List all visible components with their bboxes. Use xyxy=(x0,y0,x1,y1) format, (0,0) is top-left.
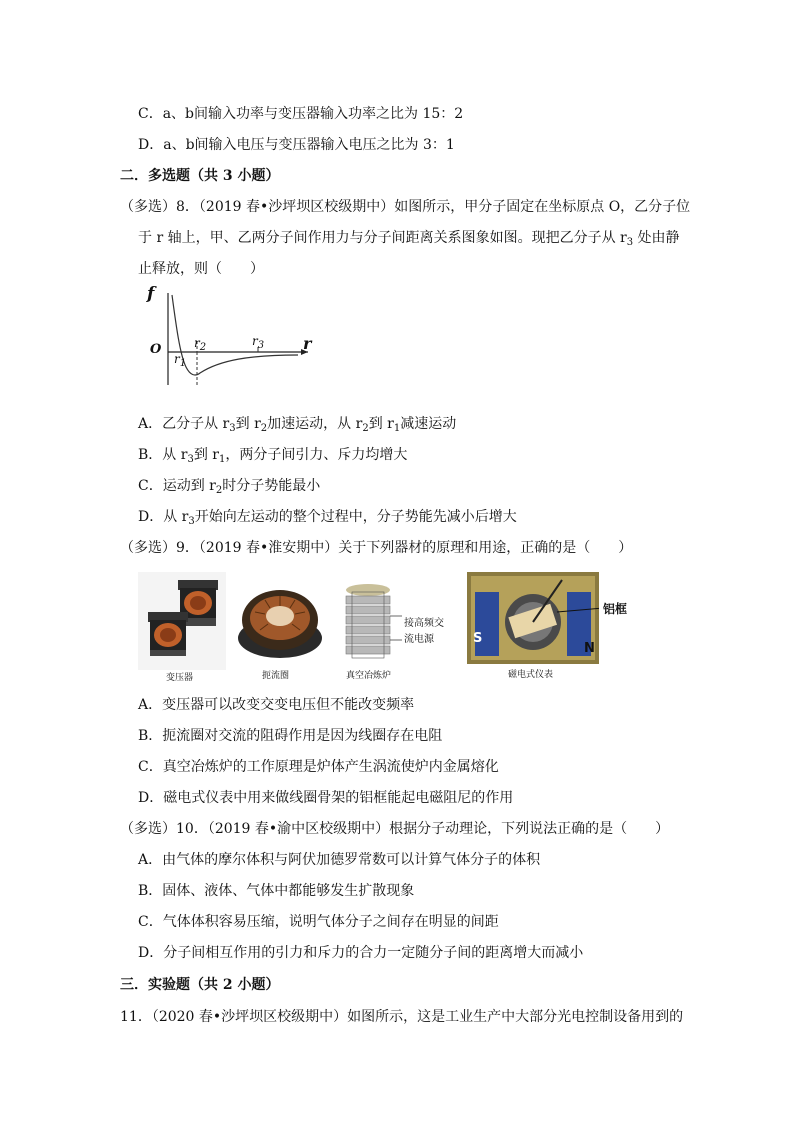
q8-stem-line1: （多选）8．（2019 春•沙坪坝区校级期中）如图所示，甲分子固定在坐标原点 O，乙分子位 xyxy=(120,199,691,215)
q8-option-b: B．从 $r_3$到 $r_1$，两分子间引力、斥力均增大 xyxy=(138,447,408,465)
magnet-n-label: N xyxy=(584,641,595,656)
choke-coil-picture xyxy=(235,582,325,664)
moving-coil-meter-caption: 磁电式仪表 xyxy=(508,670,554,680)
q8-option-c: C．运动到 $r_2$时分子势能最小 xyxy=(138,478,321,496)
q10-option-b: B．固体、液体、气体中都能够发生扩散现象 xyxy=(138,883,415,899)
graph-origin-label: O xyxy=(150,342,162,357)
q9-option-a: A．变压器可以改变交变电压但不能改变频率 xyxy=(138,697,415,713)
q8-option-a: A．乙分子从 $r_3$到 $r_2$加速运动，从 $r_2$到 $r_1$减速运动 xyxy=(138,416,457,434)
vacuum-furnace-picture xyxy=(336,576,466,668)
q8-stem-line2: 于 r 轴上，甲、乙两分子间作用力与分子间距离关系图象如图。现把乙分子从 $r_3$ 处由静 xyxy=(138,230,680,248)
graph-r3-label: $r_3$ xyxy=(252,334,265,351)
force-distance-graph xyxy=(140,285,320,395)
q8-stem-line3: 止释放，则（ ） xyxy=(138,261,264,277)
transformer-picture xyxy=(138,572,226,670)
q7-option-c: C．a、b间输入功率与变压器输入功率之比为 15：2 xyxy=(138,106,464,122)
graph-axis-r-label: r xyxy=(303,334,312,353)
transformer-caption: 变压器 xyxy=(166,673,194,683)
q10-option-a: A．由气体的摩尔体积与阿伏加德罗常数可以计算气体分子的体积 xyxy=(138,852,541,868)
q10-option-d: D．分子间相互作用的引力和斥力的合力一定随分子间的距离增大而减小 xyxy=(138,945,584,961)
q8-option-d: D．从 $r_3$开始向左运动的整个过程中，分子势能先减小后增大 xyxy=(138,509,517,527)
moving-coil-meter-picture xyxy=(467,572,599,664)
section-heading-experiment: 三．实验题（共 2 小题） xyxy=(120,977,280,993)
furnace-label-line1: 接高频交 xyxy=(404,618,444,629)
q11-stem-line1: 11．（2020 春•沙坪坝区校级期中）如图所示，这是工业生产中大部分光电控制设备用到的 xyxy=(120,1009,684,1025)
q9-option-c: C．真空冶炼炉的工作原理是炉体产生涡流使炉内金属熔化 xyxy=(138,759,499,775)
graph-r1-label: $r_1$ xyxy=(174,352,187,369)
q9-stem-line1: （多选）9．（2019 春•淮安期中）关于下列器材的原理和用途，正确的是（ ） xyxy=(120,540,633,556)
q10-option-c: C．气体体积容易压缩，说明气体分子之间存在明显的间距 xyxy=(138,914,499,930)
graph-r2-label: $r_2$ xyxy=(194,336,207,353)
vacuum-furnace-caption: 真空冶炼炉 xyxy=(346,671,392,681)
q9-option-d: D．磁电式仪表中用来做线圈骨架的铝框能起电磁阻尼的作用 xyxy=(138,790,514,806)
magnet-s-label: S xyxy=(473,631,483,646)
choke-coil-caption: 扼流圈 xyxy=(262,671,290,681)
q10-stem-line1: （多选）10．（2019 春•渝中区校级期中）根据分子动理论，下列说法正确的是（ ） xyxy=(120,821,670,837)
aluminum-frame-label: 铝框 xyxy=(603,602,628,616)
furnace-label-line2: 流电源 xyxy=(404,634,434,645)
graph-axis-f-label: f xyxy=(147,284,155,304)
q7-option-d: D．a、b间输入电压与变压器输入电压之比为 3：1 xyxy=(138,137,455,153)
section-heading-multiple-choice: 二．多选题（共 3 小题） xyxy=(120,168,280,184)
q9-option-b: B．扼流圈对交流的阻碍作用是因为线圈存在电阻 xyxy=(138,728,443,744)
